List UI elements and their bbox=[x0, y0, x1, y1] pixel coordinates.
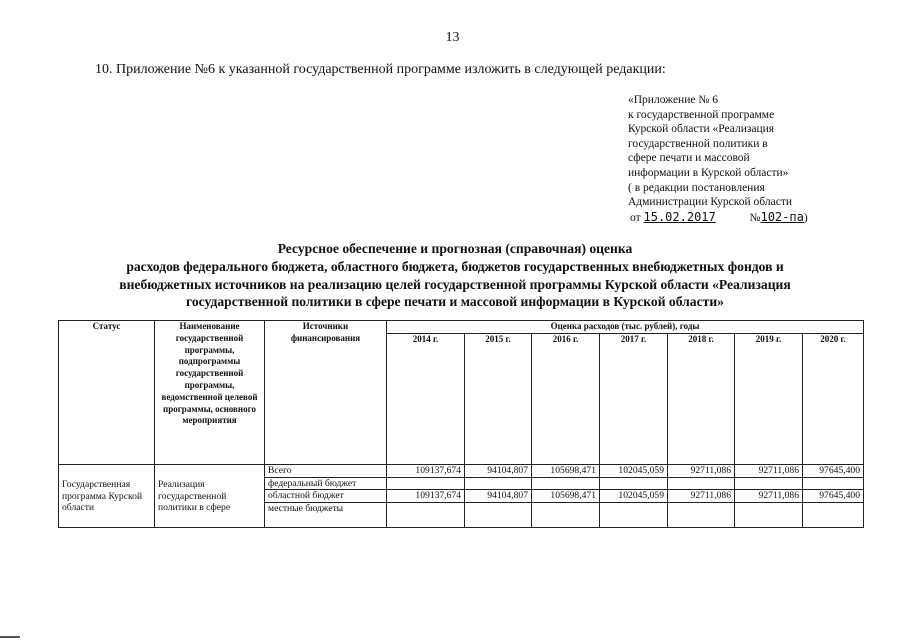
annex-line: Администрации Курской области bbox=[628, 196, 792, 209]
source-cell: местные бюджеты bbox=[265, 503, 387, 528]
value-cell bbox=[735, 503, 803, 528]
program-name-cell: Реализация государственной политики в сфере bbox=[155, 464, 265, 527]
value-cell: 102045,059 bbox=[600, 490, 668, 503]
source-cell: Всего bbox=[265, 464, 387, 477]
scan-edge-mark bbox=[0, 636, 20, 638]
header-year: 2019 г. bbox=[735, 333, 803, 464]
title-line: государственной политики в сфере печати и массовой информации в Курской области» bbox=[186, 294, 724, 310]
status-cell: Государственная программа Курской области bbox=[59, 464, 155, 527]
value-cell: 94104,807 bbox=[465, 464, 532, 477]
title-line: внебюджетных источников на реализацию целей государственной программы Курской области «Реализация bbox=[119, 276, 791, 292]
value-cell: 105698,471 bbox=[532, 464, 600, 477]
header-year: 2020 г. bbox=[803, 333, 864, 464]
value-cell: 109137,674 bbox=[387, 490, 465, 503]
value-cell: 109137,674 bbox=[387, 464, 465, 477]
header-status: Статус bbox=[59, 321, 155, 465]
title-line: расходов федерального бюджета, областного бюджета, бюджетов государственных внебюджетных фондов и bbox=[126, 258, 784, 274]
value-cell: 92711,086 bbox=[668, 490, 735, 503]
annex-number: 102-па bbox=[760, 209, 804, 224]
annex-line: информации в Курской области» bbox=[628, 166, 789, 179]
value-cell bbox=[532, 477, 600, 490]
annex-line: к государственной программе bbox=[628, 108, 775, 121]
annex-line: Курской области «Реализация bbox=[628, 123, 775, 136]
value-cell: 92711,086 bbox=[735, 464, 803, 477]
header-year: 2015 г. bbox=[465, 333, 532, 464]
value-cell bbox=[803, 477, 864, 490]
source-cell: областной бюджет bbox=[265, 490, 387, 503]
annex-date: 15.02.2017 bbox=[643, 209, 716, 224]
header-year: 2018 г. bbox=[668, 333, 735, 464]
annex-line: «Приложение № 6 bbox=[628, 94, 718, 106]
value-cell bbox=[532, 503, 600, 528]
header-year: 2014 г. bbox=[387, 333, 465, 464]
annex-line: сфере печати и массовой bbox=[628, 152, 750, 165]
table-row bbox=[59, 464, 864, 477]
annex-signature-line bbox=[628, 210, 848, 226]
value-cell bbox=[465, 503, 532, 528]
value-cell bbox=[387, 503, 465, 528]
value-cell bbox=[600, 503, 668, 528]
annex-from-label: от bbox=[630, 211, 641, 224]
annex-reference bbox=[628, 93, 848, 225]
value-cell bbox=[387, 477, 465, 490]
value-cell: 102045,059 bbox=[600, 464, 668, 477]
header-estimate: Оценка расходов (тыс. рублей), годы bbox=[387, 321, 864, 334]
value-cell bbox=[465, 477, 532, 490]
value-cell: 97645,400 bbox=[803, 490, 864, 503]
annex-closing: ) bbox=[803, 211, 808, 224]
budget-table bbox=[58, 320, 864, 528]
value-cell bbox=[600, 477, 668, 490]
value-cell: 105698,471 bbox=[532, 490, 600, 503]
header-program-name: Наименование государственной программы, подпрограммы государственной программы, ведомственной целевой программы, основного мероприятия bbox=[155, 321, 265, 465]
annex-number-label: № bbox=[749, 211, 761, 224]
value-cell: 97645,400 bbox=[803, 464, 864, 477]
value-cell bbox=[668, 503, 735, 528]
header-sources: Источники финансирования bbox=[265, 321, 387, 465]
annex-line: государственной политики в bbox=[628, 137, 768, 150]
header-year: 2017 г. bbox=[600, 333, 668, 464]
intro-paragraph: 10. Приложение №6 к указанной государственной программе изложить в следующей редакции: bbox=[95, 62, 666, 77]
annex-line: ( в редакции постановления bbox=[628, 181, 765, 194]
value-cell bbox=[735, 477, 803, 490]
value-cell: 92711,086 bbox=[735, 490, 803, 503]
source-cell: федеральный бюджет bbox=[265, 477, 387, 490]
title-line: Ресурсное обеспечение и прогнозная (справочная) оценка bbox=[277, 241, 633, 256]
document-title bbox=[40, 240, 870, 311]
page-number: 13 bbox=[445, 30, 460, 45]
value-cell: 92711,086 bbox=[668, 464, 735, 477]
value-cell: 94104,807 bbox=[465, 490, 532, 503]
value-cell bbox=[803, 503, 864, 528]
value-cell bbox=[668, 477, 735, 490]
header-year: 2016 г. bbox=[532, 333, 600, 464]
